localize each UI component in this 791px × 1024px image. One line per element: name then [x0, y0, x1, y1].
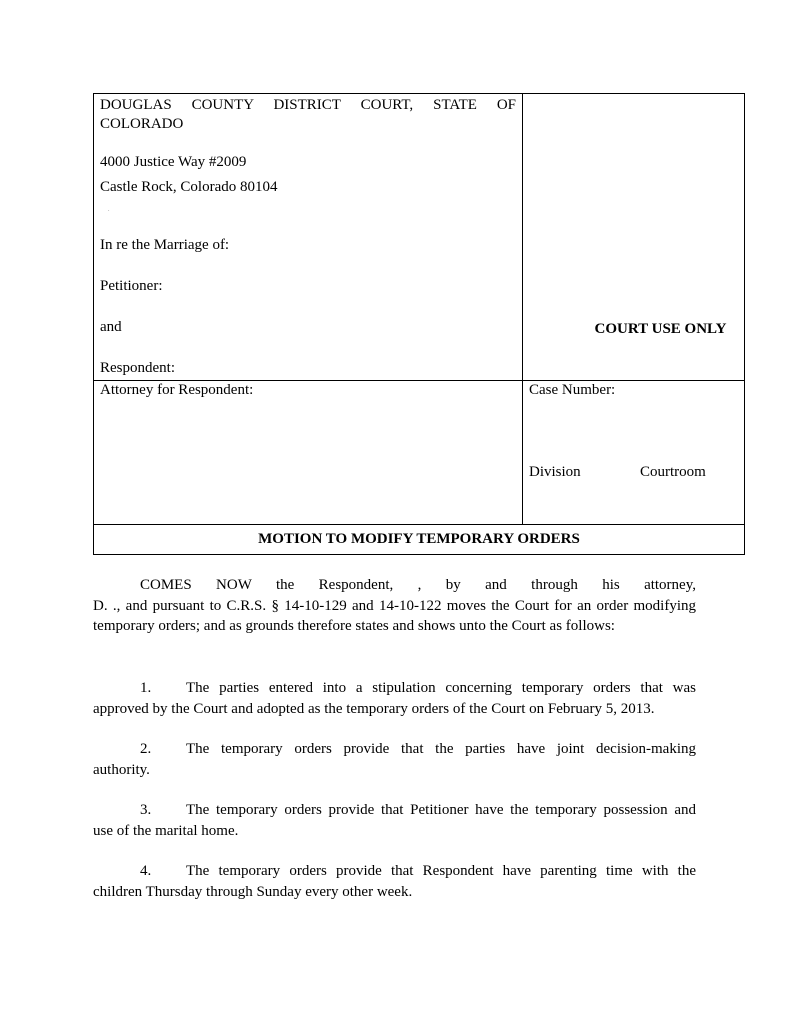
- paragraph-first-line: The temporary orders provide that the parties have joint decision-making: [186, 741, 696, 757]
- numbered-paragraph-2: [93, 739, 696, 780]
- paragraph-number: 1.: [140, 680, 152, 696]
- intro-paragraph: [93, 575, 696, 637]
- courtroom-label: Courtroom: [640, 464, 706, 480]
- court-name-line-1: DOUGLAS COUNTY DISTRICT COURT, STATE OF: [100, 97, 516, 113]
- paragraph-first-line: The parties entered into a stipulation concerning temporary orders that was: [186, 680, 696, 696]
- attorney-cell: [94, 381, 523, 525]
- numbered-paragraph-4: [93, 861, 696, 902]
- paragraph-number: 3.: [140, 802, 152, 818]
- paragraph-rest: use of the marital home.: [93, 822, 239, 839]
- marriage-label: In re the Marriage of:: [100, 237, 230, 253]
- paragraph-rest: authority.: [93, 761, 150, 778]
- court-info-cell: [94, 94, 523, 381]
- stray-mark: .: [108, 207, 110, 213]
- court-use-cell: [523, 94, 745, 381]
- paragraph-number: 2.: [140, 741, 152, 757]
- intro-rest: D. ., and pursuant to C.R.S. § 14-10-129 and 14-10-122 moves the Court for an order modifying temporary orders; and as grounds therefore states and shows unto the Court as follows:: [93, 597, 696, 634]
- case-number-label: Case Number:: [529, 382, 616, 398]
- court-address-line-1: 4000 Justice Way #2009: [100, 154, 247, 170]
- attorney-label: Attorney for Respondent:: [100, 382, 254, 398]
- numbered-paragraph-1: [93, 678, 696, 719]
- paragraph-first-line: The temporary orders provide that Respondent have parenting time with the: [186, 863, 696, 879]
- paragraph-rest: approved by the Court and adopted as the temporary orders of the Court on February 5, 2013.: [93, 700, 655, 717]
- intro-line-1: COMES NOW the Respondent, , by and through his attorney,: [140, 577, 696, 593]
- and-label: and: [100, 319, 122, 335]
- court-address-line-2: Castle Rock, Colorado 80104: [100, 179, 278, 195]
- case-info-cell: [523, 381, 745, 525]
- case-caption-table: [93, 93, 745, 555]
- paragraph-number: 4.: [140, 863, 152, 879]
- court-name-line-2: COLORADO: [100, 116, 184, 132]
- court-name: [100, 96, 516, 134]
- respondent-label: Respondent:: [100, 360, 175, 376]
- court-use-only-label: COURT USE ONLY: [594, 321, 727, 337]
- numbered-paragraph-3: [93, 800, 696, 841]
- division-label: Division: [529, 464, 581, 480]
- paragraph-rest: children Thursday through Sunday every other week.: [93, 883, 413, 900]
- paragraph-first-line: The temporary orders provide that Petitioner have the temporary possession and: [186, 802, 696, 818]
- petitioner-label: Petitioner:: [100, 278, 163, 294]
- document-title: MOTION TO MODIFY TEMPORARY ORDERS: [94, 525, 745, 555]
